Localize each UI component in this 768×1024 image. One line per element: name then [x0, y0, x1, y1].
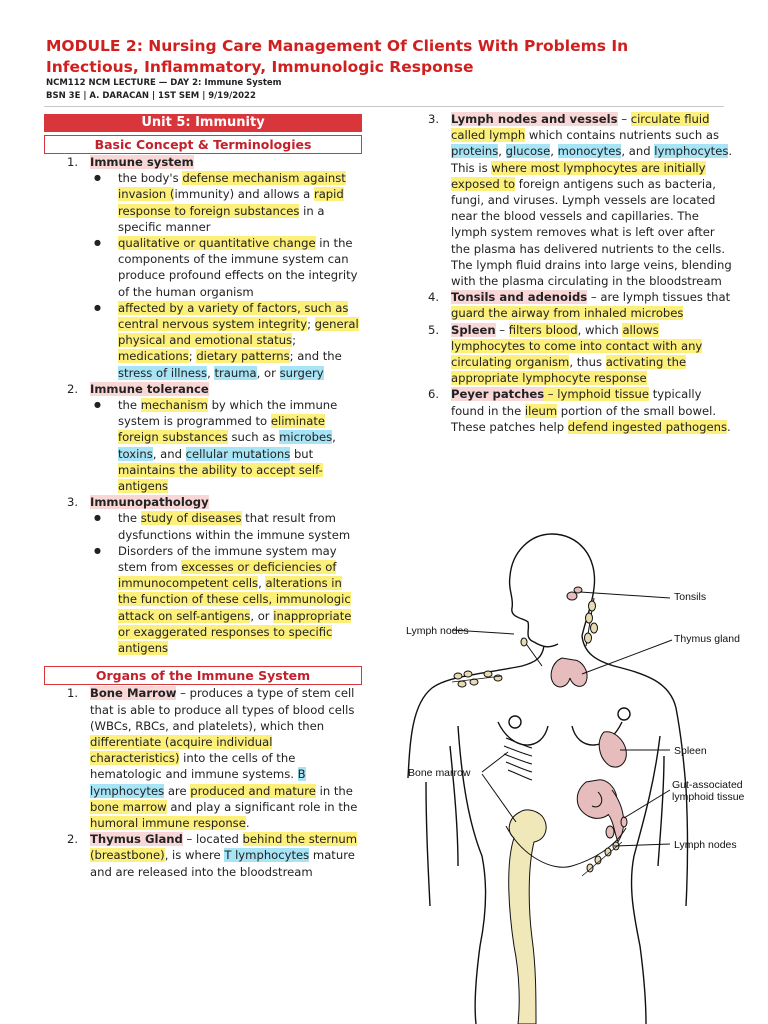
title-line-2: Infectious, Inflammatory, Immunologic Response	[46, 58, 474, 76]
label-bone-marrow: Bone marrow	[408, 767, 471, 779]
label-gut-associated: Gut-associated	[672, 779, 743, 791]
label-lymph-nodes-upper: Lymph nodes	[406, 625, 469, 637]
organ-title: Tonsils and adenoids	[451, 290, 588, 305]
organ-title: Lymph nodes and vessels	[451, 112, 618, 126]
list-item: 5. Spleen – filters blood, which allows lymphocytes to come into contact with any circulating organism, thus activating the appropriate lymphocyte response	[428, 322, 703, 386]
bullet-item: ● the mechanism by which the immune system is programmed to eliminate foreign substances such as microbes, toxins, and cellular mutations but maintains the ability to accept self-antigens	[90, 397, 362, 494]
label-lymphoid-tissue: lymphoid tissue	[672, 791, 745, 803]
list-item: 1. Bone Marrow – produces a type of stem cell that is able to produce all types of blood cells (WBCs, RBCs, and platelets), which then differentiate (acquire individual characteristics) into the cells of the hematologic and immune systems. B lymphocytes are produced and mature in the bone marrow and play a significant role in the humoral immune response.	[67, 686, 358, 830]
list-item	[44, 381, 362, 494]
list-item: 4. Tonsils and adenoids – are lymph tissues that guard the airway from inhaled microbes	[428, 290, 731, 321]
tonsils-marker	[567, 587, 582, 600]
list-item	[44, 154, 362, 381]
title-line-1: MODULE 2: Nursing Care Management Of Clients With Problems In	[46, 37, 629, 55]
page-title	[46, 36, 726, 78]
label-tonsils: Tonsils	[674, 591, 707, 603]
lymph-nodes-inguinal	[582, 842, 622, 876]
list-number: 1.	[67, 155, 79, 169]
label-lymph-nodes-lower: Lymph nodes	[674, 839, 737, 851]
terms-list	[44, 154, 362, 656]
course-meta: NCM112 NCM LECTURE — DAY 2: Immune System	[46, 78, 282, 88]
term-title: Immune system	[90, 155, 194, 169]
section-heading-basic-concepts: Basic Concept & Terminologies	[44, 135, 362, 154]
organ-title: Thymus Gland	[90, 832, 183, 847]
label-spleen: Spleen	[674, 745, 707, 757]
bullet-item: ● the body's defense mechanism against invasion (immunity) and allows a rapid response to foreign substances in a specific manner	[90, 170, 362, 235]
label-thymus: Thymus gland	[674, 633, 740, 645]
bullet-item: ● the study of diseases that result from dysfunctions within the immune system	[90, 510, 362, 542]
body-outline-right	[582, 636, 686, 788]
spleen-shape	[599, 732, 626, 767]
gut-lymphoid-tissue	[577, 780, 627, 842]
organ-title: Bone Marrow	[90, 686, 177, 701]
term-title: Immunopathology	[90, 495, 209, 510]
list-number: 3.	[67, 495, 79, 510]
organ-title: Peyer patches	[451, 387, 545, 402]
section-heading-organs: Organs of the Immune System	[44, 666, 362, 685]
organs-list-right	[405, 111, 735, 435]
bullet-item: ● qualitative or quantitative change in the components of the immune system can produce profound effects on the integrity of the human organism	[90, 235, 362, 300]
ribs	[504, 738, 532, 780]
immune-system-diagram	[402, 526, 768, 1024]
right-column	[405, 111, 735, 435]
head-outline	[510, 534, 558, 647]
left-column	[44, 114, 362, 880]
list-item: 2. Thymus Gland – located behind the sternum (breastbone), is where T lymphocytes mature and are released into the bloodstream	[67, 832, 357, 879]
body-outline-left	[408, 646, 544, 778]
list-item	[44, 494, 362, 656]
thymus-shape	[551, 658, 587, 687]
organ-title: Spleen	[451, 322, 496, 337]
bullet-item: ● Disorders of the immune system may stem from excesses or deficiencies of immunocompetent cells, alterations in the function of these cells, immunologic attack on self-antigens, or inappropriate or exaggerated responses to specific antigens	[90, 543, 362, 656]
bullet-item: ● affected by a variety of factors, such as central nervous system integrity; general physical and emotional status; medications; dietary patterns; and the stress of illness, trauma, or surgery	[90, 300, 362, 381]
author-meta: BSN 3E | A. DARACAN | 1ST SEM | 9/19/2022	[46, 91, 256, 101]
list-number: 2.	[67, 381, 79, 396]
femur-bone	[509, 810, 546, 1024]
unit-heading: Unit 5: Immunity	[44, 114, 362, 132]
header-divider	[44, 106, 724, 107]
lymph-nodes-neck	[521, 598, 598, 666]
list-item: 3. Lymph nodes and vessels – circulate fluid called lymph which contains nutrients such as proteins, glucose, monocytes, and lymphocytes. This is where most lymphocytes are initially exposed to foreign antigens such as bacteria, fungi, and viruses. Lymph vessels are located near the blood vessels and capillaries. The lymph system removes what is left over after the plasma has delivered nutrients to the cells. The lymph fluid drains into large veins, blending with the plasma circulating in the bloodstream	[428, 112, 733, 289]
term-title: Immune tolerance	[90, 381, 209, 396]
organs-list-left	[44, 685, 362, 879]
list-item: 6. Peyer patches – lymphoid tissue typically found in the ileum portion of the small bowel. These patches help defend ingested pathogens.	[428, 387, 731, 434]
